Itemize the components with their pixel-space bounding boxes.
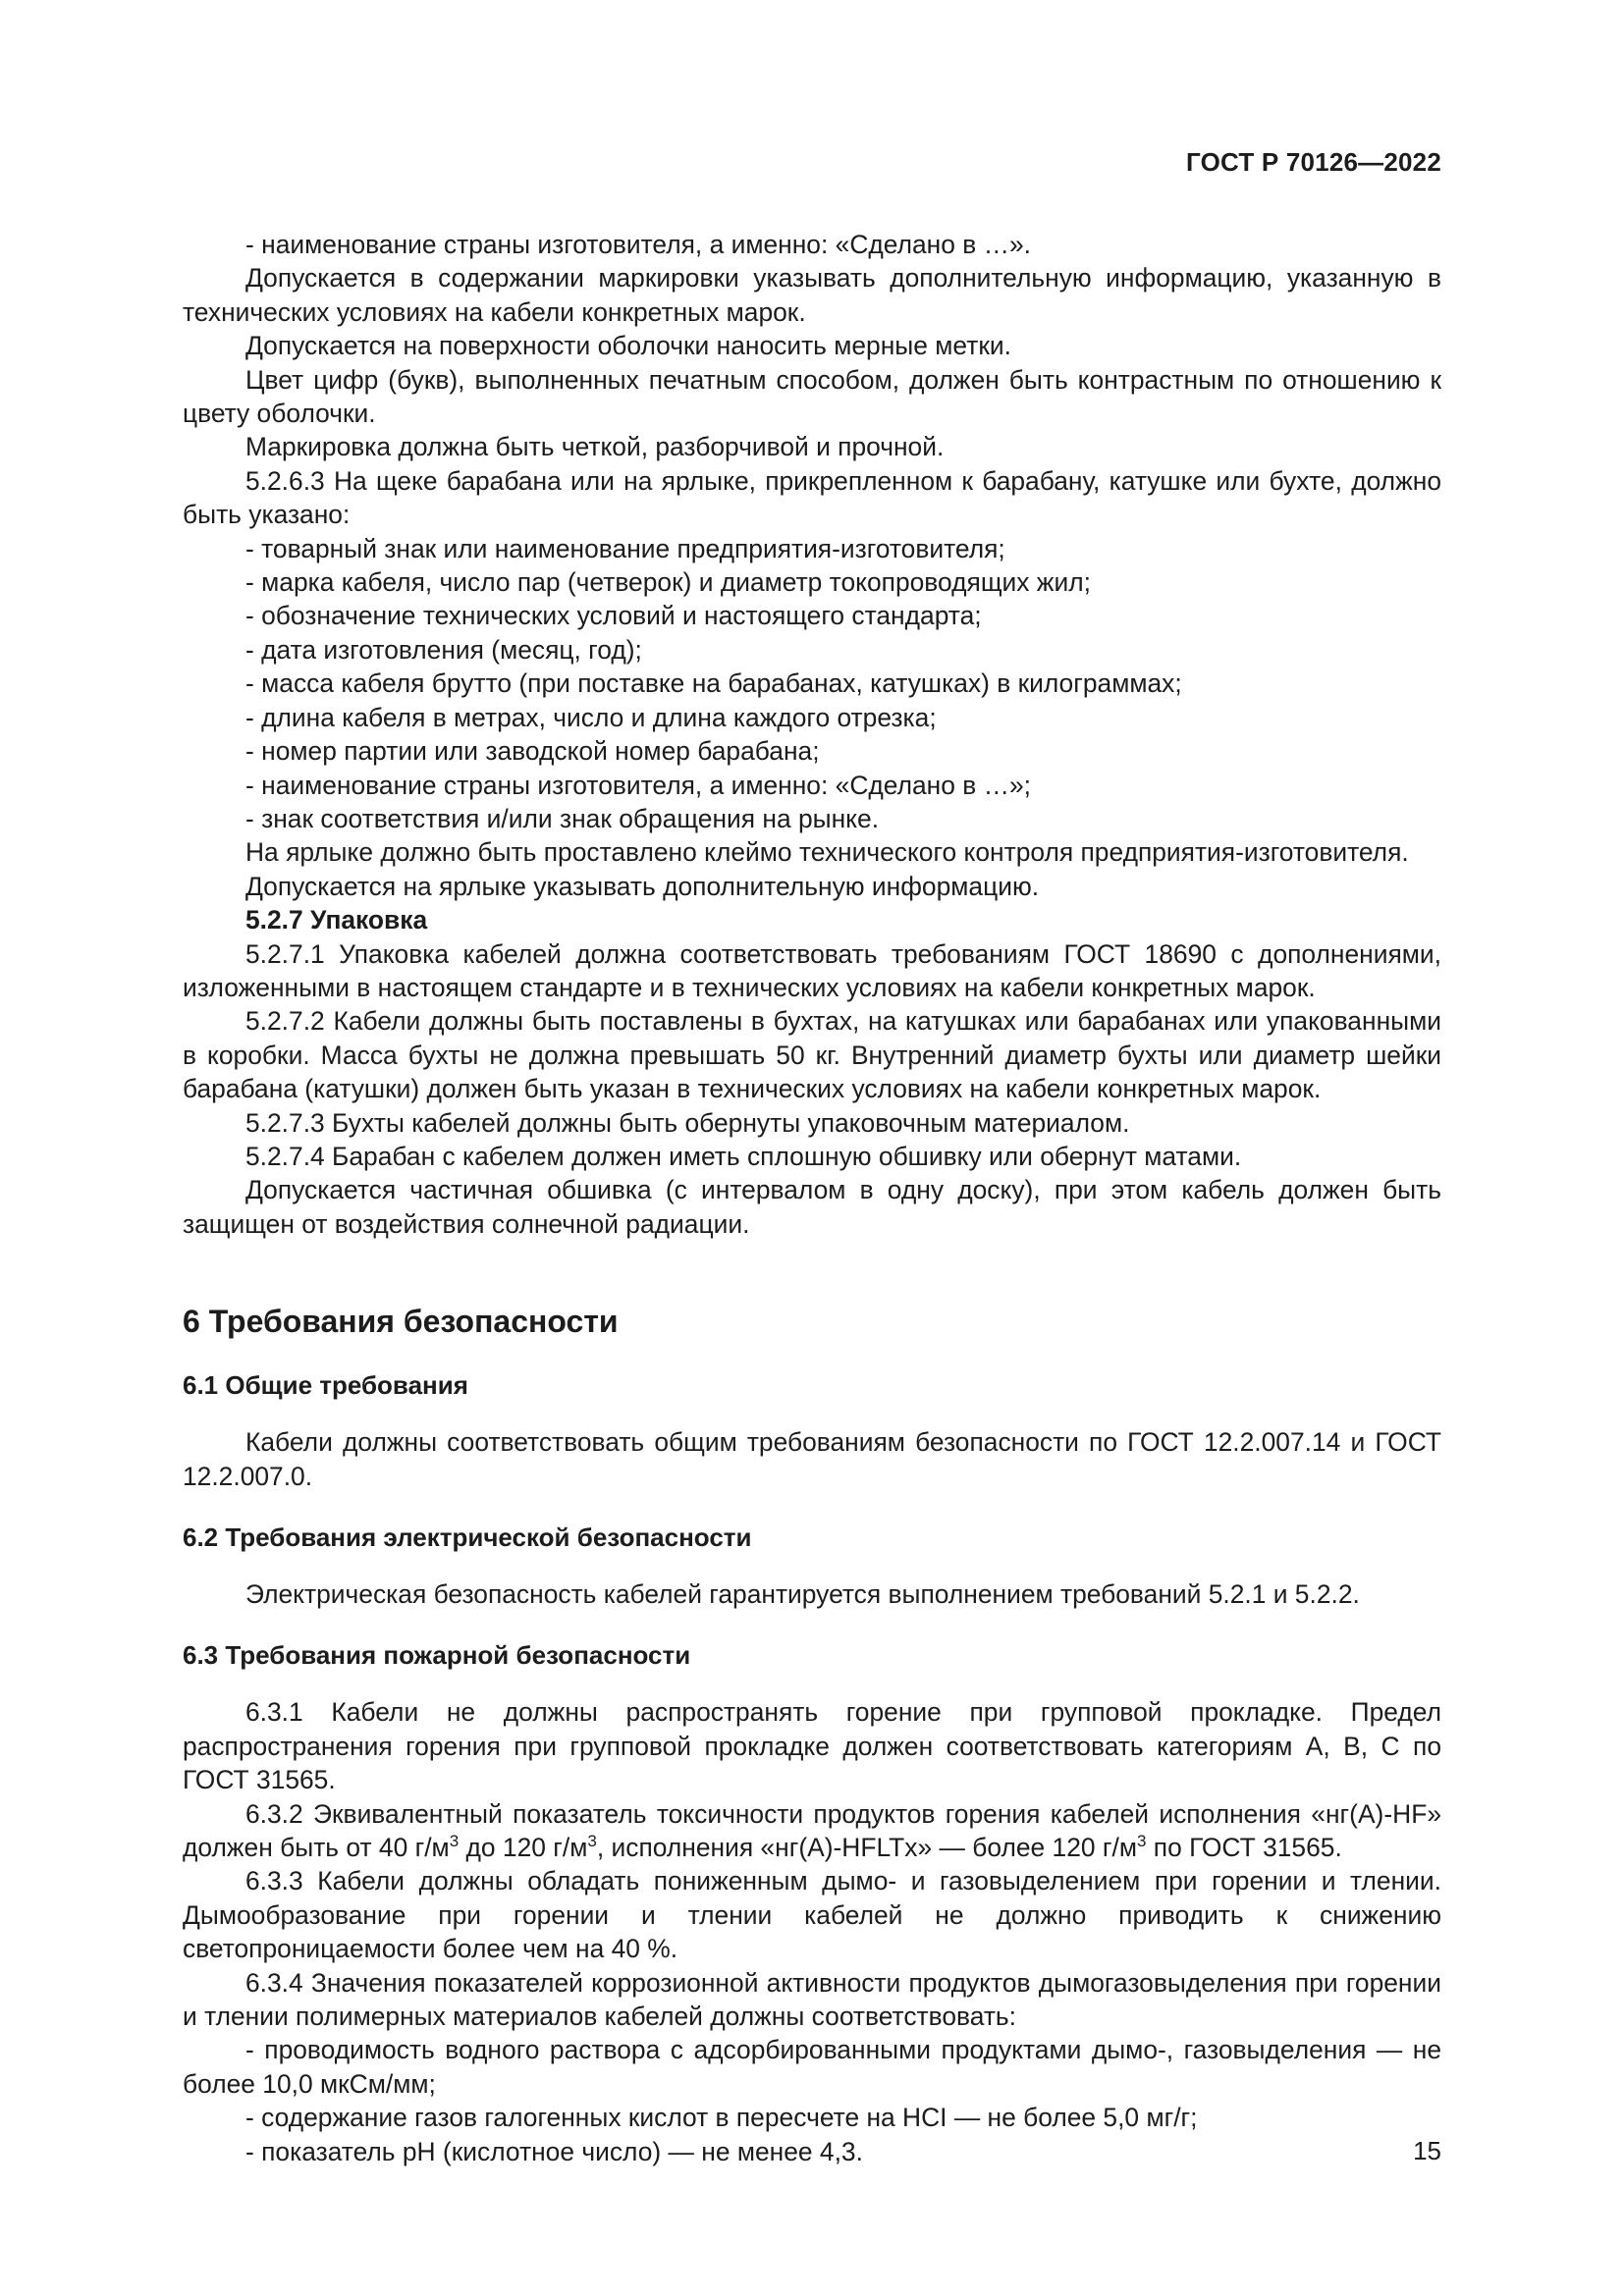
- subsection-heading-electrical: [183, 1521, 1441, 1554]
- heading-text: 6.3 Требования пожарной безопасности: [183, 1640, 691, 1671]
- paragraph: Кабели должны соответствовать общим требованиям безопасности по ГОСТ 12.2.007.14 и ГОСТ 12.2.007.0.: [183, 1427, 1441, 1491]
- subsection-heading-packing: 5.2.7 Упаковка: [245, 905, 428, 935]
- heading-text: 6.1 Общие требования: [183, 1370, 468, 1401]
- text-run: по ГОСТ 31565.: [1146, 1833, 1342, 1863]
- list-item: - обозначение технических условий и настоящего стандарта;: [245, 601, 982, 631]
- paragraph: Цвет цифр (букв), выполненных печатным способом, должен быть контрастным по отношению к цвету оболочки.: [183, 364, 1441, 429]
- list-item: - дата изготовления (месяц, год);: [245, 634, 642, 665]
- superscript: 3: [587, 1832, 597, 1851]
- paragraph: 5.2.7.1 Упаковка кабелей должна соответствовать требованиям ГОСТ 18690 с дополнениями, изложенными в настоящем стандарте и в технических условиях на кабели конкретных марок.: [183, 938, 1441, 1002]
- text-run: , исполнения «нг(А)-HFLTx» — более 120 г/м: [596, 1833, 1137, 1863]
- list-item: - длина кабеля в метрах, число и длина каждого отрезка;: [245, 702, 937, 732]
- list-item: - проводимость водного раствора с адсорбированными продуктами дымо-, газовыделения — не более 10,0 мкСм/мм;: [183, 2035, 1441, 2099]
- list-item: - содержание газов галогенных кислот в пересчете на HCI — не более 5,0 мг/г;: [245, 2103, 1198, 2133]
- heading-text: 6.2 Требования электрической безопасности: [183, 1522, 752, 1552]
- document-header: ГОСТ Р 70126—2022: [1186, 147, 1441, 177]
- paragraph: Допускается на ярлыке указывать дополнительную информацию.: [245, 871, 1040, 901]
- paragraph: 5.2.7.4 Барабан с кабелем должен иметь сплошную обшивку или обернут матами.: [245, 1141, 1242, 1171]
- paragraph: Допускается в содержании маркировки указывать дополнительную информацию, указанную в технических условиях на кабели конкретных марок.: [183, 263, 1441, 327]
- paragraph: Электрическая безопасность кабелей гарантируется выполнением требований 5.2.1 и 5.2.2.: [245, 1579, 1360, 1609]
- paragraph: 5.2.6.3 На щеке барабана или на ярлыке, прикрепленном к барабану, катушке или бухте, должно быть указано:: [183, 465, 1441, 530]
- paragraph: 5.2.7.3 Бухты кабелей должны быть обернуты упаковочным материалом.: [245, 1107, 1130, 1138]
- document-body: [183, 228, 1441, 2168]
- label-contents-list: [183, 532, 1441, 836]
- paragraph: 6.3.4 Значения показателей коррозионной активности продуктов дымогазовыделения при горении и тлении полимерных материалов кабелей должны соответствовать:: [183, 1967, 1441, 2032]
- list-item: - знак соответствия и/или знак обращения на рынке.: [245, 803, 880, 833]
- list-item: - товарный знак или наименование предприятия-изготовителя;: [245, 533, 1005, 563]
- subsection-heading-fire: [183, 1638, 1441, 1672]
- paragraph: Допускается частичная обшивка (с интервалом в одну доску), при этом кабель должен быть защищен от воздействия солнечной радиации.: [183, 1175, 1441, 1239]
- text-run: 6.3.2 Эквивалентный показатель токсичности продуктов горения кабелей исполнения «нг(А)-HF» должен быть от 40 г/м: [183, 1798, 1441, 1863]
- superscript: 3: [449, 1832, 460, 1851]
- paragraph: - наименование страны изготовителя, а именно: «Сделано в …».: [245, 230, 1031, 259]
- paragraph: 5.2.7.2 Кабели должны быть поставлены в бухтах, на катушках или барабанах или упакованными в коробки. Масса бухты не должна превышать 50 кг. Внутренний диаметр бухты или диаметр шейки барабана (катушки) должен быть указан в технических условиях на кабели конкретных марок.: [183, 1006, 1441, 1104]
- list-item: - масса кабеля брутто (при поставке на барабанах, катушках) в килограммах;: [245, 668, 1182, 699]
- paragraph: Допускается на поверхности оболочки наносить мерные метки.: [245, 331, 1011, 361]
- subsection-heading-general: [183, 1368, 1441, 1402]
- list-item: - наименование страны изготовителя, а именно: «Сделано в …»;: [245, 770, 1031, 800]
- list-item: - показатель pH (кислотное число) — не менее 4,3.: [245, 2136, 863, 2166]
- list-item: - марка кабеля, число пар (четверок) и диаметр токопроводящих жил;: [245, 567, 1091, 598]
- list-item: - номер партии или заводской номер барабана;: [245, 736, 820, 767]
- paragraph: 6.3.3 Кабели должны обладать пониженным дымо- и газовыделением при горении и тлении. Дымообразование при горении и тлении кабелей не должно приводить к снижению светопроницаемости более чем на 40 %.: [183, 1866, 1441, 1964]
- section-heading-safety: 6 Требования безопасности: [183, 1304, 619, 1340]
- paragraph: 6.3.1 Кабели не должны распространять горение при групповой прокладке. Предел распространения горения при групповой прокладке должен соответствовать категориям А, В, С по ГОСТ 31565.: [183, 1697, 1441, 1795]
- superscript: 3: [1137, 1832, 1147, 1851]
- paragraph: Маркировка должна быть четкой, разборчивой и прочной.: [245, 432, 945, 462]
- paragraph-toxicity: [183, 1797, 1441, 1865]
- page-number: 15: [1413, 2136, 1441, 2165]
- paragraph: На ярлыке должно быть проставлено клеймо технического контроля предприятия-изготовителя.: [245, 837, 1409, 868]
- text-run: до 120 г/м: [459, 1833, 588, 1863]
